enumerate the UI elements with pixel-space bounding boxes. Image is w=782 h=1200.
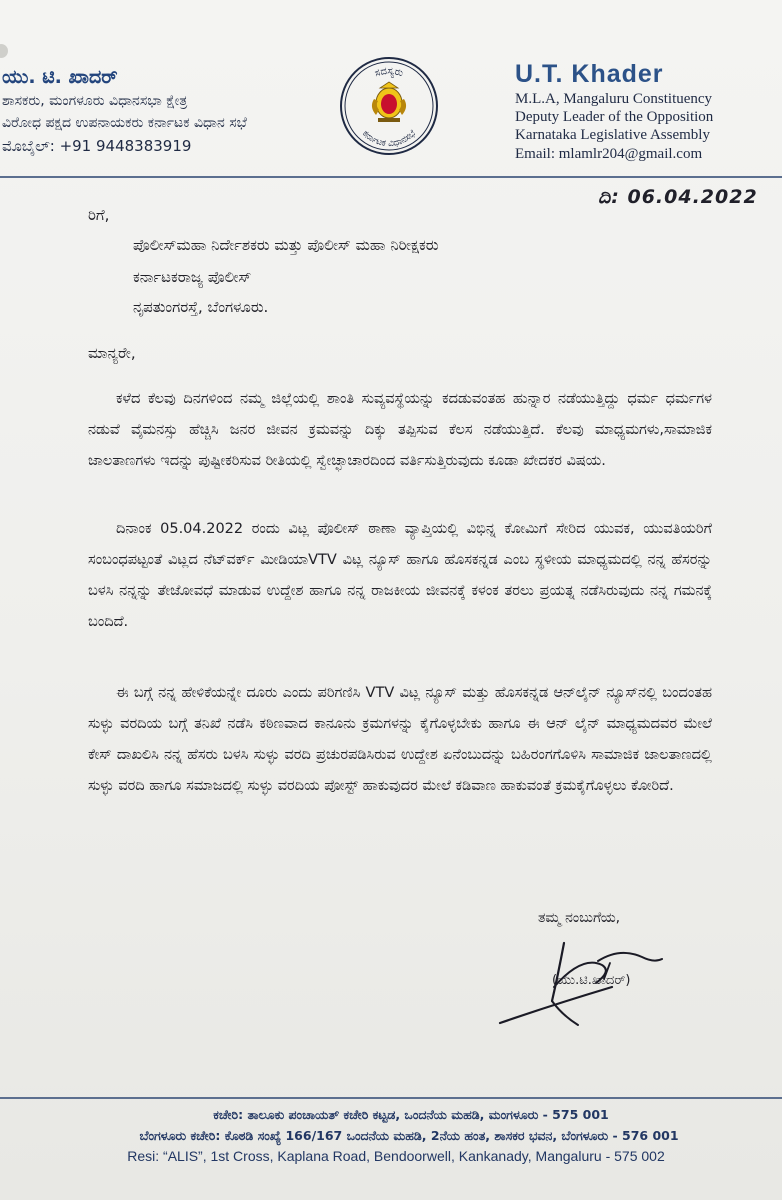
footer-office-address: ಕಚೇರಿ: ತಾಲೂಕು ಪಂಚಾಯತ್ ಕಚೇರಿ ಕಟ್ಟಡ, ಒಂದನೆಯ ಮಹಡಿ, ಮಂಗಳೂರು - 575 001 [213,1107,609,1122]
closing-phrase: ತಮ್ಮ ನಂಬುಗೆಯ, [538,910,621,926]
letterhead-divider [0,176,782,178]
recipient-address-line: ಪೊಲೀಸ್‌ಮಹಾ ನಿರ್ದೇಶಕರು ಮತ್ತು ಪೊಲೀಸ್ ಮಹಾ ನಿರೀಕ್ಷಕರು [133,236,439,254]
letterhead-english [515,58,777,164]
body-paragraph [88,514,712,638]
recipient-address-line: ಕರ್ನಾಟಕರಾಜ್ಯ ಪೊಲೀಸ್ [133,268,252,286]
emblem-top-text: ಸದಸ್ಯರು [373,65,405,80]
footer-residence-address: Resi: “ALIS”, 1st Cross, Kaplana Road, Bendoorwell, Kankanady, Mangaluru - 575 002 [127,1148,665,1164]
recipient-label: ರಿಗೆ, [88,206,110,224]
footer-divider [0,1097,782,1099]
body-paragraph [88,678,712,802]
footer-bengaluru-address: ಬೆಂಗಳೂರು ಕಚೇರಿ: ಕೊಠಡಿ ಸಂಖ್ಯೆ 166/167 ಒಂದನೆಯ ಮಹಡಿ, 2ನೆಯ ಹಂತ, ಶಾಸಕರ ಭವನ, ಬೆಂಗಳೂರು - 576 001 [139,1128,679,1143]
letterhead-position-english: Deputy Leader of the Opposition [515,109,714,125]
letterhead-designation-kannada: ಶಾಸಕರು, ಮಂಗಳೂರು ವಿಧಾನಸಭಾ ಕ್ಷೇತ್ರ [2,93,188,109]
body-paragraph-text: ದಿನಾಂಕ 05.04.2022 ರಂದು ವಿಟ್ಲ ಪೊಲೀಸ್ ಠಾಣಾ ವ್ಯಾಪ್ತಿಯಲ್ಲಿ ವಿಭಿನ್ನ ಕೋಮಿಗೆ ಸೇರಿದ ಯುವಕ, ಯುವತಿಯರಿಗೆ ಸಂಬಂಧಪಟ್ಟಂತೆ ವಿಟ್ಲದ ನೆಟ್‌ವರ್ಕ್ ಮೀಡಿಯಾVTV ವಿಟ್ಲ ನ್ಯೂಸ್ ಹಾಗೂ ಹೊಸಕನ್ನಡ ಎಂಬ ಸ್ಥಳೀಯ ಮಾಧ್ಯಮದಲ್ಲಿ ನನ್ನ ಹೆಸರನ್ನು ಬಳಸಿ ನನ್ನನ್ನು ತೇಜೋವಧೆ ಮಾಡುವ ಉದ್ದೇಶ ಹಾಗೂ ನನ್ನ ರಾಜಕೀಯ ಜೀವನಕ್ಕೆ ಕಳಂಕ ತರಲು ಪ್ರಯತ್ನ ನಡೆಸಿರುವುದು ನನ್ನ ಗಮನಕ್ಕೆ ಬಂದಿದೆ. [88,521,712,630]
letterhead-name-english: U.T. Khader [515,60,664,88]
letterhead-name-kannada: ಯು. ಟಿ. ಖಾದರ್ [2,66,118,88]
emblem-crest-icon [372,82,406,122]
body-paragraph-text: ಕಳೆದ ಕೆಲವು ದಿನಗಳಿಂದ ನಮ್ಮ ಜಿಲ್ಲೆಯಲ್ಲಿ ಶಾಂತಿ ಸುವ್ಯವಸ್ಥೆಯನ್ನು ಕದಡುವಂತಹ ಹುನ್ನಾರ ನಡೆಯುತ್ತಿದ್ದು ಧರ್ಮ ಧರ್ಮಗಳ ನಡುವೆ ವೈಮನಸ್ಸು ಹೆಚ್ಚಿಸಿ ಜನರ ಜೀವನ ಕ್ರಮವನ್ನು ದಿಕ್ಕು ತಪ್ಪಿಸುವ ಕೆಲಸ ನಡೆಯುತ್ತಿದೆ. ಕೆಲವು ಮಾಧ್ಯಮಗಳು,ಸಾಮಾಜಿಕ ಜಾಲತಾಣಗಳು ಇದನ್ನು ಪುಷ್ಟೀಕರಿಸುವ ರೀತಿಯಲ್ಲಿ ಸ್ವೇಚ್ಛಾಚಾರದಿಂದ ವರ್ತಿಸುತ್ತಿರುವುದು ಕೂಡಾ ಖೇದಕರ ವಿಷಯ. [88,391,712,469]
assembly-emblem [338,55,440,157]
recipient-address-line: ನೃಪತುಂಗರಸ್ತೆ, ಬೆಂಗಳೂರು. [133,298,269,316]
letterhead-designation-english: M.L.A, Mangaluru Constituency [515,91,713,107]
salutation: ಮಾನ್ಯರೇ, [88,344,136,362]
letterhead-position-kannada: ವಿರೋಧ ಪಕ್ಷದ ಉಪನಾಯಕರು ಕರ್ನಾಟಕ ವಿಧಾನ ಸಭೆ [2,115,247,131]
emblem-bottom-text: ಕರ್ನಾಟಕ ವಿಧಾನಸಭೆ [360,128,418,150]
punch-hole [0,44,8,58]
letterhead-kannada [2,64,332,158]
body-paragraph-text: ಈ ಬಗ್ಗೆ ನನ್ನ ಹೇಳಿಕೆಯನ್ನೇ ದೂರು ಎಂದು ಪರಿಗಣಿಸಿ VTV ವಿಟ್ಲ ನ್ಯೂಸ್ ಮತ್ತು ಹೊಸಕನ್ನಡ ಆನ್‌ಲೈನ್ ನ್ಯೂಸ್‌ನಲ್ಲಿ ಬಂದಂತಹ ಸುಳ್ಳು ವರದಿಯ ಬಗ್ಗೆ ತನಿಖೆ ನಡೆಸಿ ಕಠಿಣವಾದ ಕಾನೂನು ಕ್ರಮಗಳನ್ನು ಕೈಗೊಳ್ಳಬೇಕು ಹಾಗೂ ಈ ಆನ್ ಲೈನ್ ಮಾಧ್ಯಮದವರ ಮೇಲೆ ಕೇಸ್ ದಾಖಲಿಸಿ ನನ್ನ ಹೆಸರು ಬಳಸಿ ಸುಳ್ಳು ವರದಿ ಪ್ರಚುರಪಡಿಸಿರುವ ಉದ್ದೇಶ ಏನೆಂಬುದನ್ನು ಬಹಿರಂಗಗೊಳಿಸಿ ಸಾಮಾಜಿಕ ಜಾಲತಾಣದಲ್ಲಿ ಸುಳ್ಳು ವರದಿ ಹಾಗೂ ಸಮಾಜದಲ್ಲಿ ಸುಳ್ಳು ವರದಿಯ ಪೋಸ್ಟ್ ಹಾಕುವುದರ ಮೇಲೆ ಕಡಿವಾಣ ಹಾಕುವಂತೆ ಕ್ರಮಕೈಗೊಳ್ಳಲು ಕೋರಿದೆ. [88,685,712,794]
signatory-name: (ಯು.ಟಿ.ಖಾದರ್) [552,973,631,988]
letterhead-email: Email: mlamlr204@gmail.com [515,146,703,162]
body-paragraph [88,384,712,477]
letterhead-assembly-english: Karnataka Legislative Assembly [515,127,710,143]
letterhead-mobile: ಮೊಬೈಲ್: +91 9448383919 [2,137,192,155]
letter-date: ದಿ: 06.04.2022 [598,186,758,208]
